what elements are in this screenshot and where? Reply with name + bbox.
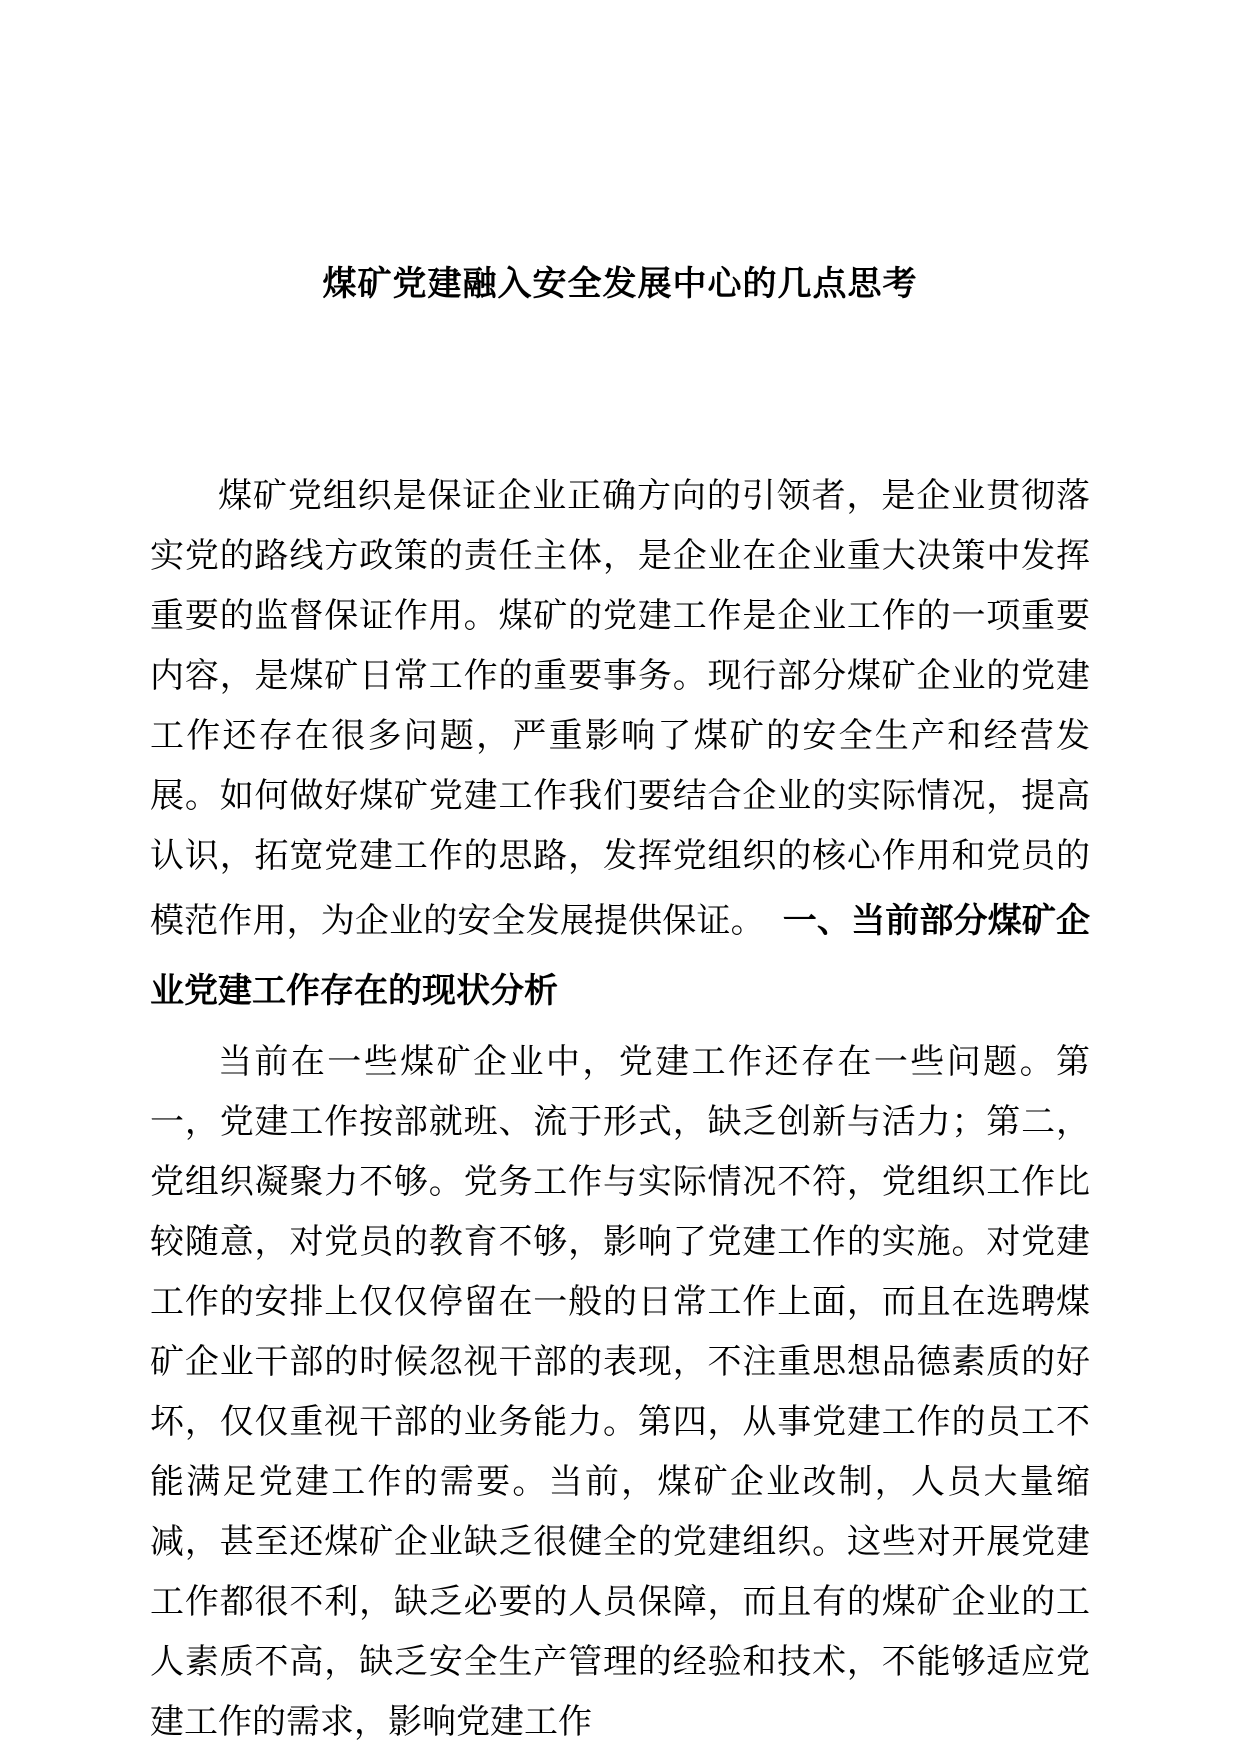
document-title: 煤矿党建融入安全发展中心的几点思考 [322, 264, 918, 304]
document-body [150, 466, 1090, 1752]
paragraph-intro-text: 煤矿党组织是保证企业正确方向的引领者，是企业贯彻落实党的路线方政策的责任主体，是企业在企业重大决策中发挥重要的监督保证作用。煤矿的党建工作是企业工作的一项重要内容，是煤矿日常工作的重要事务。现行部分煤矿企业的党建工作还存在很多问题，严重影响了煤矿的安全生产和经营发展。如何做好煤矿党建工作我们要结合企业的实际情况，提高认识，拓宽党建工作的思路，发挥党组织的核心作用和党员的模范作用，为企业的安全发展提供保证。 [150, 476, 1090, 941]
paragraph-current-status: 当前在一些煤矿企业中，党建工作还存在一些问题。第一，党建工作按部就班、流于形式，缺乏创新与活力；第二，党组织凝聚力不够。党务工作与实际情况不符，党组织工作比较随意，对党员的教育不够，影响了党建工作的实施。对党建工作的安排上仅仅停留在一般的日常工作上面，而且在选聘煤矿企业干部的时候忽视干部的表现，不注重思想品德素质的好坏，仅仅重视干部的业务能力。第四，从事党建工作的员工不能满足党建工作的需要。当前，煤矿企业改制，人员大量缩减，甚至还煤矿企业缺乏很健全的党建组织。这些对开展党建工作都很不利，缺乏必要的人员保障，而且有的煤矿企业的工人素质不高，缺乏安全生产管理的经验和技术，不能够适应党建工作的需求，影响党建工作 [150, 1042, 1090, 1742]
section-heading-1: 一、当前部分煤矿企业党建工作存在的现状分析 [150, 901, 1091, 1011]
paragraph-intro [150, 466, 1090, 1026]
